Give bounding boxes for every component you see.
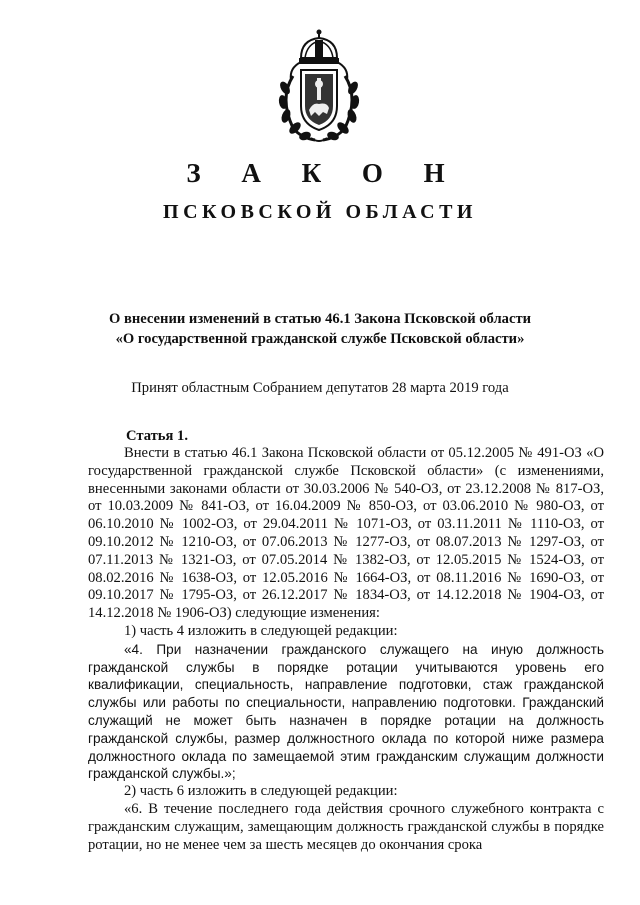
coat-of-arms-emblem <box>271 28 367 146</box>
amendment-item-1: 1) часть 4 изложить в следующей редакции: <box>124 622 398 639</box>
law-subject <box>0 309 640 349</box>
amendment-item-2: 2) часть 6 изложить в следующей редакции: <box>124 783 398 800</box>
region-title: ПСКОВСКОЙ ОБЛАСТИ <box>163 201 477 223</box>
article-body <box>88 445 604 854</box>
adoption-note: Принят областным Собранием депутатов 28 марта 2019 года <box>131 380 509 396</box>
article-heading: Статья 1. <box>126 428 188 444</box>
subject-line-1: О внесении изменений в статью 46.1 Закона Псковской области <box>108 311 532 327</box>
amendment-quote-1: «4. При назначении гражданского служащего на иную должность гражданской службы в порядке ротации учитываются уровень его квалификации, специальность, направление подготовки, стаж гражданской службы или работы по специальности, направлению подготовки. Гражданский служащий не может быть назначен в порядке ротации на должность гражданской службы, размер должностного оклада по которой ниже размера должностного оклада по замещаемой этим гражданским служащим должности гражданской службы.»; <box>88 641 604 782</box>
amendment-quote-2: «6. В течение последнего года действия срочного служебного контракта с гражданским служащим, замещающим должность гражданской службы в порядке ротации, но не менее чем за шесть месяцев до окончания срока <box>88 800 604 853</box>
law-title: З А К О Н <box>186 158 462 188</box>
article-intro-paragraph: Внести в статью 46.1 Закона Псковской области от 05.12.2005 № 491-ОЗ «О государственной гражданской службе Псковской области» (с изменениями, внесенными законами области от 30.03.2006 № 540-ОЗ, от 23.12.2008 № 817-ОЗ, от 10.03.2009 № 841-ОЗ, от 16.04.2009 № 850-ОЗ, от 03.06.2010 № 980-ОЗ, от 06.10.2010 № 1002-ОЗ, от 29.04.2011 № 1071-ОЗ, от 03.11.2011 № 1110-ОЗ, от 09.10.2012 № 1210-ОЗ, от 07.06.2013 № 1277-ОЗ, от 08.07.2013 № 1297-ОЗ, от 07.11.2013 № 1321-ОЗ, от 07.05.2014 № 1382-ОЗ, от 12.05.2015 № 1524-ОЗ, от 08.02.2016 № 1638-ОЗ, от 12.05.2016 № 1664-ОЗ, от 08.11.2016 № 1690-ОЗ, от 09.10.2017 № 1795-ОЗ, от 26.12.2017 № 1834-ОЗ, от 14.12.2018 № 1904-ОЗ, от 14.12.2018 № 1906-ОЗ) следующие изменения: <box>88 445 604 622</box>
subject-line-2: «О государственной гражданской службе Псковской области» <box>115 331 525 347</box>
